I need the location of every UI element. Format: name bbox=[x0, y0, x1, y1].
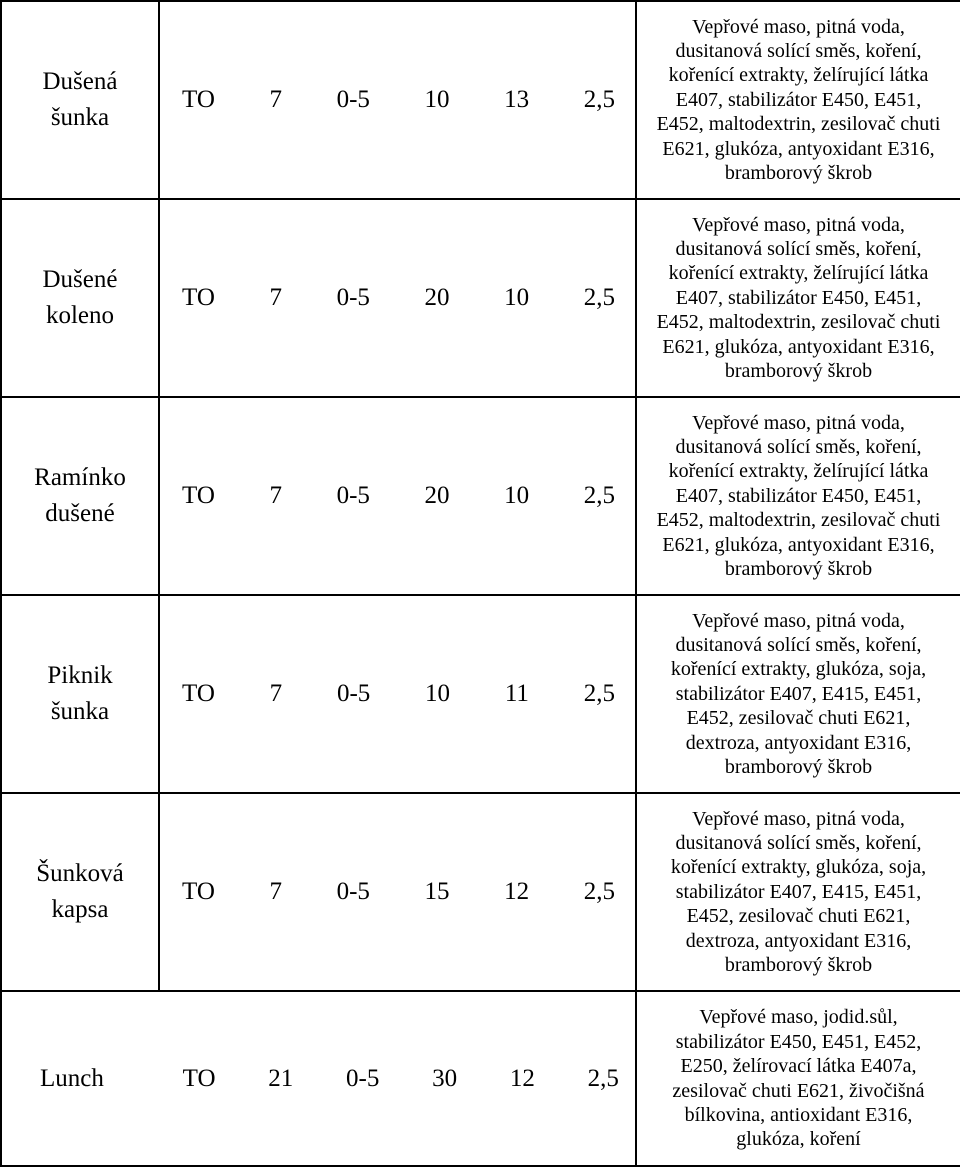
value-3: 15 bbox=[424, 878, 450, 905]
value-2: 0-5 bbox=[346, 1064, 380, 1092]
value-5: 2,5 bbox=[583, 284, 615, 311]
value-5: 2,5 bbox=[583, 680, 615, 707]
lunch-summary bbox=[1, 991, 636, 1166]
product-name: Lunch bbox=[40, 1064, 104, 1092]
value-type: TO bbox=[182, 482, 215, 509]
value-type: TO bbox=[182, 878, 215, 905]
product-ingredients: Vepřové maso, pitná voda, dusitanová solící směs, koření, kořenící extrakty, želírující látka E407, stabilizátor E450, E451, E452, maltodextrin, zesilovač chuti E621, glukóza, antyoxidant E316, bramborový škrob bbox=[636, 1, 960, 199]
product-ingredients: Vepřové maso, pitná voda, dusitanová solící směs, koření, kořenící extrakty, glukóza, soja, stabilizátor E407, E415, E451, E452, zesilovač chuti E621, dextroza, antyoxidant E316, bramborový škrob bbox=[636, 793, 960, 991]
value-1: 7 bbox=[269, 482, 282, 509]
table-row bbox=[1, 793, 960, 991]
value-1: 7 bbox=[269, 284, 282, 311]
product-values bbox=[159, 199, 636, 397]
table-row bbox=[1, 397, 960, 595]
value-3: 10 bbox=[424, 86, 450, 113]
value-1: 7 bbox=[269, 86, 282, 113]
product-name: Ramínko dušené bbox=[1, 397, 159, 595]
value-2: 0-5 bbox=[336, 878, 370, 905]
product-ingredients: Vepřové maso, pitná voda, dusitanová solící směs, koření, kořenící extrakty, želírující látka E407, stabilizátor E450, E451, E452, maltodextrin, zesilovač chuti E621, glukóza, antyoxidant E316, bramborový škrob bbox=[636, 397, 960, 595]
value-1: 7 bbox=[269, 680, 283, 707]
product-name: Piknik šunka bbox=[1, 595, 159, 793]
product-name: Šunková kapsa bbox=[1, 793, 159, 991]
product-values bbox=[159, 595, 636, 793]
table-row bbox=[1, 991, 960, 1166]
value-5: 2,5 bbox=[587, 1064, 619, 1092]
value-2: 0-5 bbox=[336, 284, 370, 311]
product-ingredients: Vepřové maso, pitná voda, dusitanová solící směs, koření, kořenící extrakty, želírující látka E407, stabilizátor E450, E451, E452, maltodextrin, zesilovač chuti E621, glukóza, antyoxidant E316, bramborový škrob bbox=[636, 199, 960, 397]
value-5: 2,5 bbox=[583, 86, 615, 113]
value-4: 11 bbox=[504, 680, 529, 707]
value-type: TO bbox=[182, 680, 215, 707]
value-4: 12 bbox=[509, 1064, 535, 1092]
product-ingredients: Vepřové maso, jodid.sůl, stabilizátor E450, E451, E452, E250, želírovací látka E407a, zesilovač chuti E621, živočišná bílkovina, antioxidant E316, glukóza, koření bbox=[636, 991, 960, 1166]
product-name: Dušená šunka bbox=[1, 1, 159, 199]
product-name: Dušené koleno bbox=[1, 199, 159, 397]
value-type: TO bbox=[182, 86, 215, 113]
product-values bbox=[159, 793, 636, 991]
value-2: 0-5 bbox=[336, 680, 371, 707]
value-5: 2,5 bbox=[583, 878, 615, 905]
table-row bbox=[1, 1, 960, 199]
value-1: 7 bbox=[269, 878, 282, 905]
product-values bbox=[159, 397, 636, 595]
product-ingredients: Vepřové maso, pitná voda, dusitanová solící směs, koření, kořenící extrakty, glukóza, soja, stabilizátor E407, E415, E451, E452, zesilovač chuti E621, dextroza, antyoxidant E316, bramborový škrob bbox=[636, 595, 960, 793]
value-type: TO bbox=[182, 1064, 216, 1092]
value-3: 20 bbox=[424, 284, 450, 311]
table-row bbox=[1, 595, 960, 793]
product-values bbox=[159, 1, 636, 199]
value-2: 0-5 bbox=[336, 482, 370, 509]
value-4: 10 bbox=[504, 284, 530, 311]
value-1: 21 bbox=[268, 1064, 294, 1092]
value-4: 10 bbox=[504, 482, 530, 509]
value-2: 0-5 bbox=[336, 86, 370, 113]
value-3: 10 bbox=[425, 680, 451, 707]
value-3: 20 bbox=[424, 482, 450, 509]
value-3: 30 bbox=[432, 1064, 458, 1092]
value-5: 2,5 bbox=[583, 482, 615, 509]
value-4: 13 bbox=[504, 86, 530, 113]
value-type: TO bbox=[182, 284, 215, 311]
table-row bbox=[1, 199, 960, 397]
value-4: 12 bbox=[504, 878, 530, 905]
